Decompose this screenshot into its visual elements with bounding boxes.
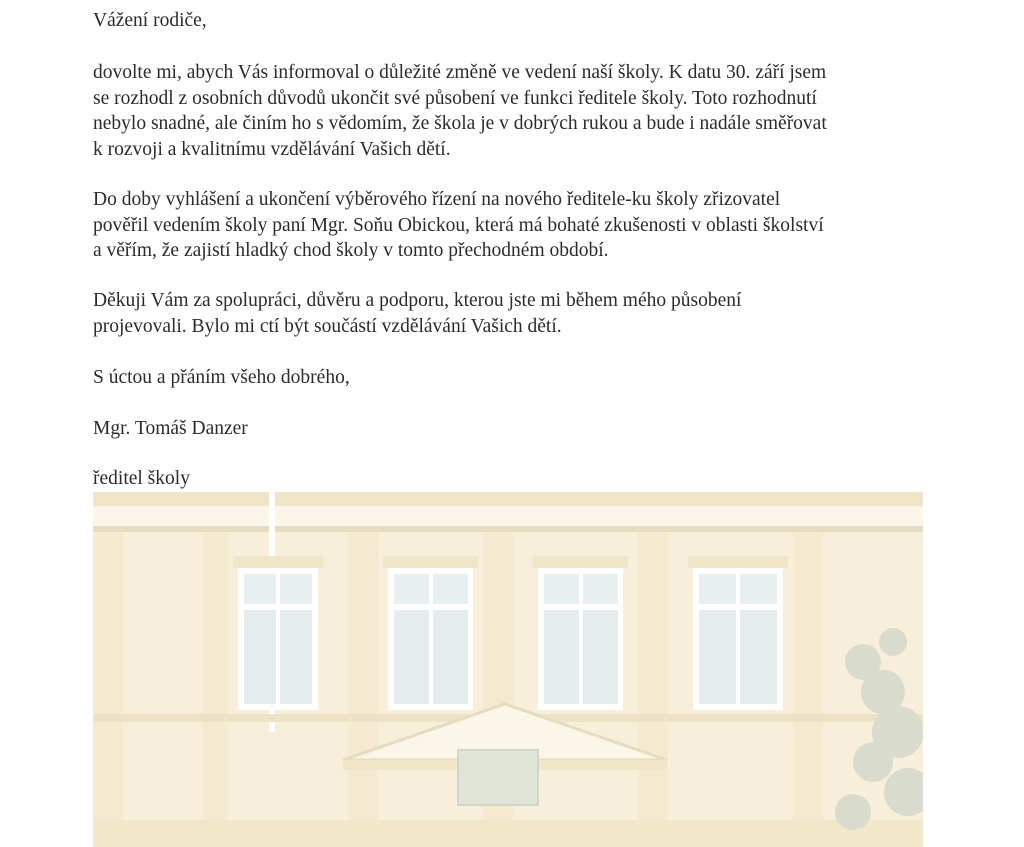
window <box>233 556 323 710</box>
school-building-photo <box>93 492 923 847</box>
cornice-shadow <box>93 526 923 532</box>
pilaster <box>793 532 823 847</box>
lower-band <box>93 820 923 847</box>
letter-paragraph-3 <box>93 288 741 339</box>
pilaster <box>348 532 378 847</box>
paragraph-line: pověřil vedením školy paní Mgr. Soňu Obickou, která má bohaté zkušenosti v oblasti školství <box>93 214 824 236</box>
paragraph-line: a věřím, že zajistí hladký chod školy v tomto přechodném období. <box>93 240 609 262</box>
window <box>688 556 788 710</box>
signer-name: Mgr. Tomáš Danzer <box>93 418 248 439</box>
pilaster <box>93 532 123 847</box>
signer-role: ředitel školy <box>93 468 190 489</box>
cornice-band <box>93 506 923 526</box>
pilaster <box>203 532 228 847</box>
window <box>383 556 478 710</box>
cornice <box>93 492 923 506</box>
letter-paragraph-1 <box>93 60 827 162</box>
pilaster <box>638 532 668 847</box>
paragraph-line: dovolte mi, abych Vás informoval o důležité změně ve vedení naší školy. K datu 30. září jsem <box>93 62 827 83</box>
paragraph-line: Děkuji Vám za spolupráci, důvěru a podporu, kterou jste mi během mého působení <box>93 290 742 311</box>
paragraph-line: se rozhodl z osobních důvodů ukončit své působení ve funkci ředitele školy. Toto rozhodnutí <box>93 87 817 109</box>
letter-greeting: Vážení rodiče, <box>93 10 207 31</box>
letter-paragraph-2 <box>93 187 824 264</box>
paragraph-line: nebylo snadné, ale činím ho s vědomím, že škola je v dobrých rukou a bude i nadále směřovat <box>93 113 827 135</box>
paragraph-line: k rozvoji a kvalitnímu vzdělávání Vašich dětí. <box>93 138 451 160</box>
plaque <box>458 750 538 805</box>
paragraph-line: projevovali. Bylo mi ctí být součástí vzdělávání Vašich dětí. <box>93 315 562 337</box>
window <box>533 556 628 710</box>
paragraph-line: Do doby vyhlášení a ukončení výběrového řízení na nového ředitele-ku školy zřizovatel <box>93 189 781 210</box>
letter-closing: S úctou a přáním všeho dobrého, <box>93 367 350 388</box>
